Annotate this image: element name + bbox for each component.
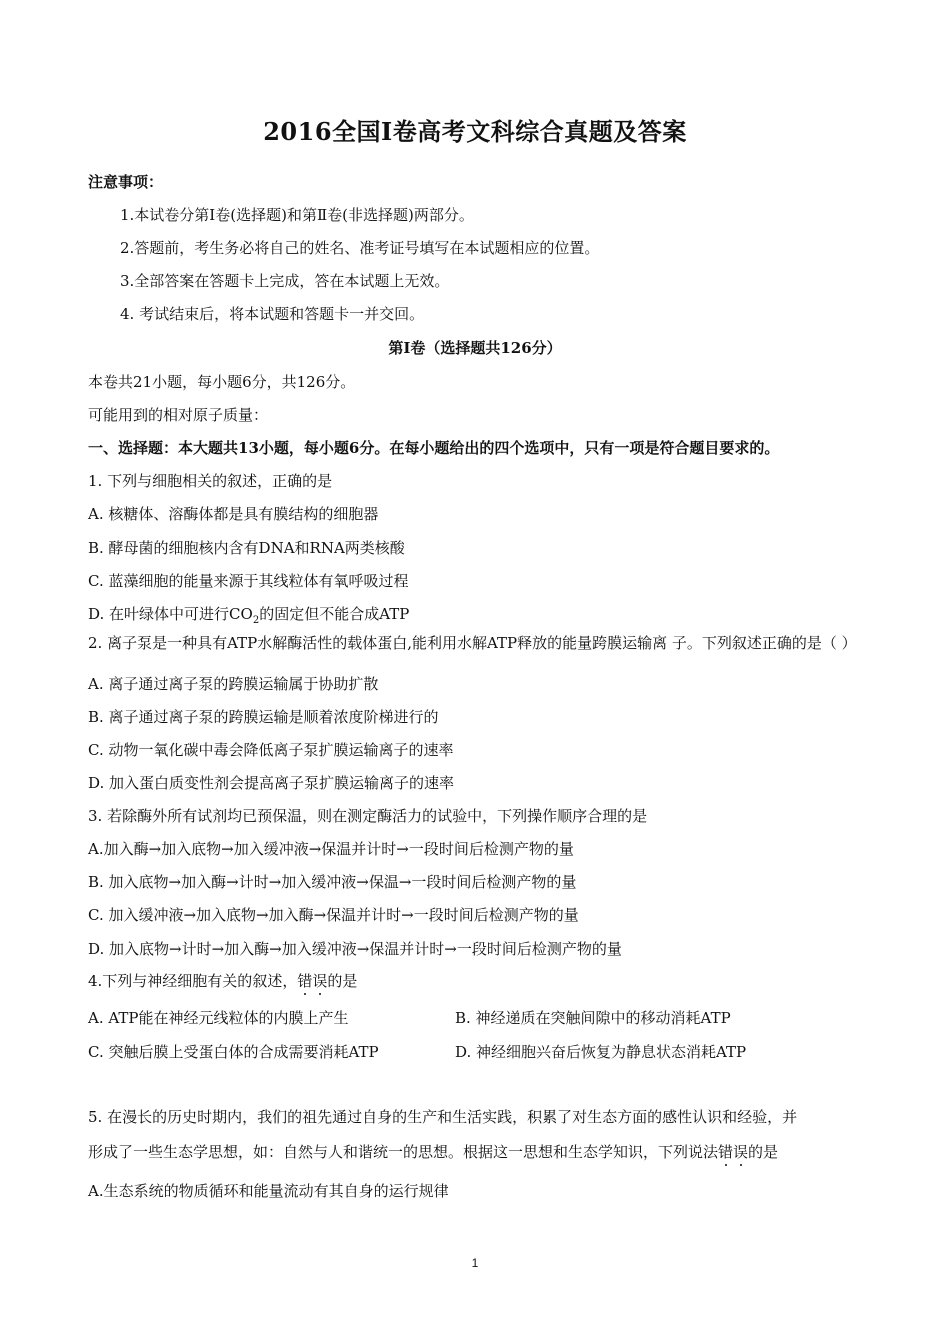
q5-stem-text-1: 形成了一些生态学思想，如：自然与人和谐统一的思想。根据这一思想和生态学知识，下列说法 (88, 1143, 719, 1161)
atomic-mass-label: 可能用到的相对原子质量： (88, 406, 269, 424)
note-item-4: 4. 考试结束后，将本试题和答题卡一并交回。 (120, 305, 425, 323)
note-item-3: 3.全部答案在答题卡上完成，答在本试题上无效。 (120, 272, 450, 290)
emphasis-char-2: 误 (312, 972, 328, 990)
q3-option-a: A.加入酶→加入底物→加入缓冲液→保温并计时→一段时间后检测产物的量 (88, 840, 574, 858)
emphasis-char-1: 错 (297, 972, 313, 990)
co2-subscript: 2 (252, 615, 260, 626)
q5-stem-text-2: 的是 (748, 1143, 779, 1161)
q1-option-a: A. 核糖体、溶酶体都是具有膜结构的细胞器 (88, 505, 379, 523)
section-description: 本卷共21小题，每小题6分，共126分。 (88, 373, 356, 391)
q3-option-b: B. 加入底物→加入酶→计时→加入缓冲液→保温→一段时间后检测产物的量 (88, 873, 577, 891)
q4-option-d: D. 神经细胞兴奋后恢复为静息状态消耗ATP (455, 1043, 747, 1061)
q2-option-c: C. 动物一氧化碳中毒会降低离子泵扩膜运输离子的速率 (88, 741, 454, 759)
q1-option-d-text-2: 的固定但不能合成ATP (259, 605, 410, 623)
q1-option-d (88, 604, 409, 631)
page-number: 1 (471, 1256, 479, 1270)
q3-option-d: D. 加入底物→计时→加入酶→加入缓冲液→保温并计时→一段时间后检测产物的量 (88, 940, 622, 958)
q1-stem: 1. 下列与细胞相关的叙述，正确的是 (88, 472, 333, 490)
q4-option-a: A. ATP能在神经元线粒体的内膜上产生 (88, 1009, 349, 1027)
q1-option-c: C. 蓝藻细胞的能量来源于其线粒体有氧呼吸过程 (88, 572, 409, 590)
q2-option-a: A. 离子通过离子泵的跨膜运输属于协助扩散 (88, 675, 379, 693)
q4-option-c: C. 突触后膜上受蛋白体的合成需要消耗ATP (88, 1043, 379, 1061)
notes-heading: 注意事项： (88, 173, 164, 191)
q1-option-d-text-1: D. 在叶绿体中可进行CO (88, 605, 253, 623)
q5-stem-line-1: 5. 在漫长的历史时期内，我们的祖先通过自身的生产和生活实践，积累了对生态方面的感性认识和经验，并 (88, 1108, 798, 1126)
emphasis-char-4: 误 (733, 1143, 749, 1161)
q4-option-b: B. 神经递质在突触间隙中的移动消耗ATP (455, 1009, 731, 1027)
q5-stem-line-2 (88, 1142, 778, 1162)
q5-option-a: A.生态系统的物质循环和能量流动有其自身的运行规律 (88, 1182, 449, 1200)
note-item-2: 2.答题前，考生务必将自己的姓名、准考证号填写在本试题相应的位置。 (120, 239, 600, 257)
q4-stem-text-1: 4.下列与神经细胞有关的叙述， (88, 972, 298, 990)
emphasis-char-3: 错 (718, 1143, 734, 1161)
part-heading: 一、选择题：本大题共13小题，每小题6分。在每小题给出的四个选项中，只有一项是符合题目要求的。 (88, 439, 780, 457)
document-title: 2016全国Ⅰ卷高考文科综合真题及答案 (263, 117, 687, 146)
q3-option-c: C. 加入缓冲液→加入底物→加入酶→保温并计时→一段时间后检测产物的量 (88, 906, 579, 924)
note-item-1: 1.本试卷分第Ⅰ卷(选择题)和第Ⅱ卷(非选择题)两部分。 (120, 206, 474, 224)
q4-stem-text-2: 的是 (327, 972, 358, 990)
section-heading: 第Ⅰ卷（选择题共126分） (388, 339, 562, 357)
q2-stem: 2. 离子泵是一种具有ATP水解酶活性的载体蛋白,能利用水解ATP释放的能量跨膜运输离 子。下列叙述正确的是（ ） (88, 634, 857, 652)
q2-option-b: B. 离子通过离子泵的跨膜运输是顺着浓度阶梯进行的 (88, 708, 439, 726)
q3-stem: 3. 若除酶外所有试剂均已预保温，则在测定酶活力的试验中，下列操作顺序合理的是 (88, 807, 648, 825)
q2-option-d: D. 加入蛋白质变性剂会提高离子泵扩膜运输离子的速率 (88, 774, 455, 792)
q4-stem (88, 971, 357, 991)
q1-option-b: B. 酵母菌的细胞核内含有DNA和RNA两类核酸 (88, 539, 405, 557)
